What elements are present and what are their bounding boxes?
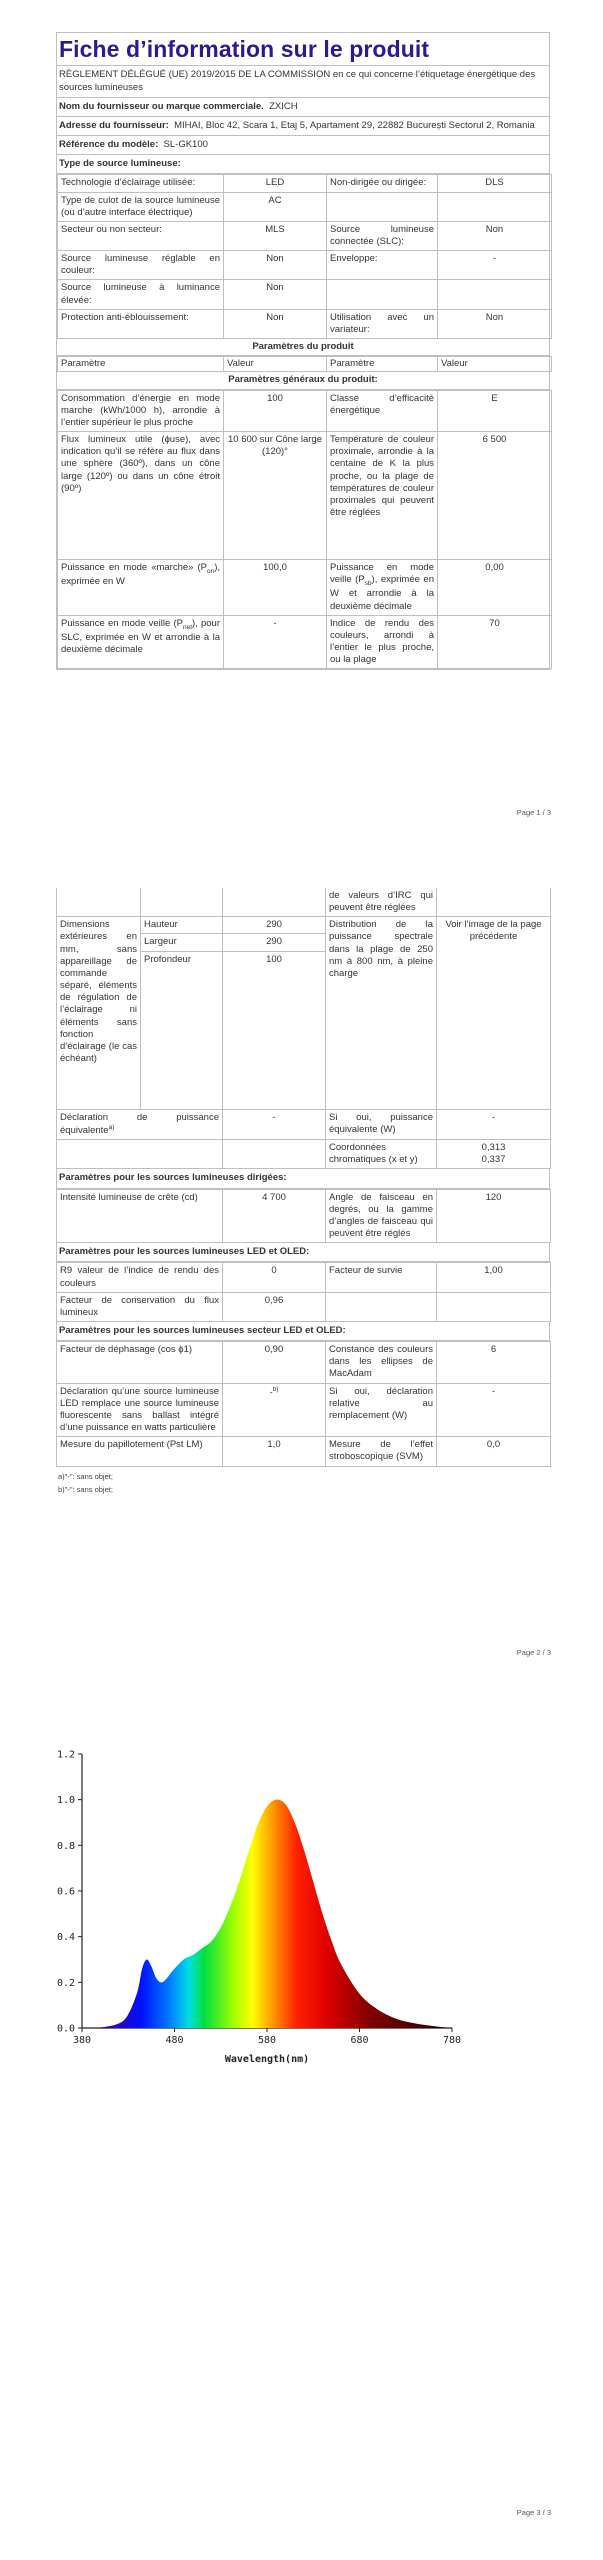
chroma-y-value: 0,337: [481, 1154, 506, 1166]
param-value: 0,00: [438, 560, 552, 616]
address-row: [57, 117, 549, 136]
param-value: 1,00: [437, 1263, 551, 1292]
param-value: LED: [224, 175, 327, 192]
chroma-x-value: 0,313: [481, 1142, 506, 1154]
footnote-a: a)"-": sans objet;: [58, 1471, 113, 1481]
param-label: Technologie d’éclairage utilisée:: [58, 175, 224, 192]
param-value: -: [437, 1383, 551, 1437]
param-value: Non: [438, 309, 552, 338]
empty-cell: [57, 888, 141, 917]
empty-cell: [326, 1292, 437, 1321]
regulation-text: RÈGLEMENT DÉLÉGUÉ (UE) 2019/2015 DE LA COMMISSION en ce qui concerne l’étiquetage énergétique des sources lumineuses: [57, 65, 549, 97]
param-label: Source lumineuse réglable en couleur:: [58, 251, 224, 280]
param-value: [223, 1383, 326, 1437]
table-row: [58, 432, 552, 560]
spectrum-area: [82, 1800, 452, 2028]
page-2: [0, 880, 603, 1657]
param-label: Classe d’efficacité énergétique: [327, 390, 438, 431]
param-label: Constance des couleurs dans les ellipses de MacAdam: [326, 1342, 437, 1383]
column-header: Paramètre: [327, 357, 438, 372]
table-row: [57, 1383, 551, 1437]
page-number: Page 2 / 3: [516, 1648, 551, 1657]
param-value: 0,90: [223, 1342, 326, 1383]
table-row: [58, 280, 552, 309]
param-value: Voir l’image de la page précédente: [437, 917, 551, 1109]
model-row: [57, 136, 549, 155]
param-value: 1,0: [223, 1437, 326, 1466]
mains-heading: Paramètres pour les sources lumineuses secteur LED et OLED:: [56, 1322, 550, 1341]
param-value: 6 500: [438, 432, 552, 560]
led-heading: Paramètres pour les sources lumineuses LED et OLED:: [56, 1243, 550, 1262]
param-label: Mesure de l’effet stroboscopique (SVM): [326, 1437, 437, 1466]
param-label: [57, 1109, 223, 1139]
dim-name: Largeur: [141, 934, 223, 951]
page-3: [0, 1700, 603, 2560]
param-label: Source lumineuse connectée (SLC):: [327, 221, 438, 250]
x-tick-label: 780: [442, 2035, 462, 2046]
dimensions-label: Dimensions extérieures en mm, sans appareillage de commande séparé, éléments de régulation de l’éclairage ni éléments sans fonction d’éclairage (le cas échéant): [57, 917, 141, 1109]
table-row: [58, 390, 552, 431]
param-value: -: [437, 1109, 551, 1139]
footnote-b: b)"-": sans objet;: [58, 1485, 113, 1495]
table-row: [57, 1189, 551, 1243]
dim-value: 290: [223, 917, 326, 934]
param-value: 0,96: [223, 1292, 326, 1321]
footnote-ref: b): [272, 1385, 279, 1393]
product-sheet: [56, 32, 550, 670]
param-label: Température de couleur proximale, arrondie à la centaine de K la plus proche, ou la plage de températures de couleur proximales qui peuvent être réglées: [327, 432, 438, 560]
param-label: Angle de faisceau en degrés, ou la gamme d’angles de faisceau qui peuvent être réglés: [326, 1189, 437, 1243]
dim-value: 290: [223, 934, 326, 951]
spectral-distribution-chart: [40, 1740, 480, 2070]
table-row: [58, 615, 552, 669]
param-value: 100: [224, 390, 327, 431]
param-value: 120: [437, 1189, 551, 1243]
param-value: E: [438, 390, 552, 431]
table-row: [57, 888, 551, 917]
param-label: Non-dirigée ou dirigée:: [327, 175, 438, 192]
empty-cell: [438, 192, 552, 221]
param-label: Type de culot de la source lumineuse (ou d’autre interface électrique): [58, 192, 224, 221]
model-value: SL-GK100: [163, 139, 208, 151]
empty-cell: [223, 888, 326, 917]
param-label: Secteur ou non secteur:: [58, 221, 224, 250]
param-label: Consommation d’énergie en mode marche (kWh/1000 h), arrondie à l’entier supérieur le plus proche: [58, 390, 224, 431]
product-params-heading: Paramètres du produit: [57, 339, 549, 356]
footnote-ref: a): [108, 1123, 115, 1131]
supplier-label: Nom du fournisseur ou marque commerciale.: [59, 100, 264, 112]
empty-cell: [327, 192, 438, 221]
param-label: Si oui, déclaration relative au remplacement (W): [326, 1383, 437, 1437]
table-row: [58, 175, 552, 192]
param-label-part: Puissance en mode veille (P: [330, 562, 434, 586]
param-label: [58, 560, 224, 616]
subscript: on: [206, 567, 215, 575]
param-value: 70: [438, 615, 552, 669]
x-tick-label: 480: [165, 2035, 184, 2046]
page-title: Fiche d’information sur le produit: [59, 36, 430, 62]
x-tick-label: 680: [350, 2035, 369, 2046]
empty-cell: [437, 888, 551, 917]
param-label: Mesure du papillotement (Pst LM): [57, 1437, 223, 1466]
column-header: Valeur: [224, 357, 327, 372]
source-type-heading: Type de source lumineuse:: [57, 155, 549, 174]
param-label: Protection anti-éblouissement:: [58, 309, 224, 338]
table-row: [57, 917, 551, 934]
param-label-part: ), pour SLC, exprimée en W et arrondie à la deuxième décimale: [61, 617, 220, 656]
table-row: [57, 1109, 551, 1139]
page-number: Page 1 / 3: [516, 808, 551, 817]
dimensions-table: [56, 888, 551, 1169]
param-label: Intensité lumineuse de crête (cd): [57, 1189, 223, 1243]
supplier-value: ZXICH: [269, 100, 298, 112]
param-label: Coordonnées chromatiques (x et y): [326, 1140, 437, 1169]
directional-heading: Paramètres pour les sources lumineuses dirigées:: [56, 1169, 550, 1188]
general-params-heading: Paramètres généraux du produit:: [57, 372, 549, 389]
y-tick-label: 0.2: [56, 1977, 75, 1989]
param-label: R9 valeur de l’indice de rendu des couleurs: [57, 1263, 223, 1292]
param-value: 6: [437, 1342, 551, 1383]
subscript: sb: [364, 580, 372, 588]
column-header-table: [57, 356, 552, 372]
param-label: Déclaration qu’une source lumineuse LED remplace une source lumineuse fluorescente sans ballast intégré d’une puissance en watts particulière: [57, 1383, 223, 1437]
product-sheet-continued: [56, 888, 550, 1496]
table-row: [58, 192, 552, 221]
empty-cell: [437, 1292, 551, 1321]
param-label-part: ), exprimée en W et arrondie à la deuxième décimale: [330, 574, 434, 612]
param-value: -: [438, 251, 552, 280]
param-label: Enveloppe:: [327, 251, 438, 280]
param-label: Facteur de conservation du flux lumineux: [57, 1292, 223, 1321]
param-value: DLS: [438, 175, 552, 192]
param-value: 0: [223, 1263, 326, 1292]
table-row: [57, 1437, 551, 1466]
column-header: Paramètre: [58, 357, 224, 372]
dim-name: Profondeur: [141, 951, 223, 1109]
table-row: [58, 560, 552, 616]
model-label: Référence du modèle:: [59, 139, 159, 151]
table-row: [58, 251, 552, 280]
mains-table: [56, 1341, 551, 1466]
y-tick-label: 0.0: [56, 2023, 75, 2035]
page-1: [0, 0, 603, 820]
empty-cell: [141, 888, 223, 917]
param-label: Si oui, puissance équivalente (W): [326, 1109, 437, 1139]
supplier-row: [57, 98, 549, 117]
empty-cell: [223, 1140, 326, 1169]
table-row: [57, 1263, 551, 1292]
column-header: Valeur: [438, 357, 552, 372]
param-label: Facteur de survie: [326, 1263, 437, 1292]
param-value: 0,0: [437, 1437, 551, 1466]
empty-cell: [438, 280, 552, 309]
table-row: [58, 221, 552, 250]
param-label-part: Déclaration de puissance équivalente: [60, 1111, 219, 1136]
param-value: -: [223, 1109, 326, 1139]
directional-table: [56, 1189, 551, 1244]
param-label: Indice de rendu des couleurs, arrondi à l’entier le plus proche, ou la plage: [327, 615, 438, 669]
dim-name: Hauteur: [141, 917, 223, 934]
param-label: Facteur de déphasage (cos ϕ1): [57, 1342, 223, 1383]
led-table: [56, 1262, 551, 1322]
x-tick-label: 580: [257, 2035, 277, 2046]
table-row: [57, 1342, 551, 1383]
x-tick-label: 380: [72, 2035, 92, 2046]
x-axis-label: Wavelength(nm): [224, 2054, 310, 2065]
param-label: [327, 560, 438, 616]
param-value: 10 600 sur Cône large (120)°: [224, 432, 327, 560]
param-value: [437, 1140, 551, 1169]
table-row: [58, 309, 552, 338]
param-value: -: [224, 615, 327, 669]
param-value: 100,0: [224, 560, 327, 616]
param-label: Utilisation avec un variateur:: [327, 309, 438, 338]
param-label-part: ), exprimée en W: [61, 562, 220, 588]
param-value-text: -: [269, 1386, 273, 1398]
y-tick-label: 1.2: [56, 1749, 75, 1761]
y-tick-label: 0.4: [56, 1932, 75, 1944]
source-type-table: [57, 174, 552, 339]
param-label: de valeurs d’IRC qui peuvent être réglées: [326, 888, 437, 917]
dim-value: 100: [223, 951, 326, 1109]
param-value: Non: [224, 309, 327, 338]
table-row: [57, 1140, 551, 1169]
param-label: Distribution de la puissance spectrale dans la plage de 250 nm à 800 nm, à pleine charge: [326, 917, 437, 1109]
empty-cell: [327, 280, 438, 309]
y-tick-label: 1.0: [56, 1795, 75, 1807]
header-row: [58, 357, 552, 372]
y-tick-label: 0.6: [56, 1886, 75, 1898]
address-value: MIHAI, Bloc 42, Scara 1, Etaj 5, Apartament 29, 22882 București Sectorul 2, Romania: [174, 119, 535, 131]
param-label-part: Puissance en mode veille (P: [61, 617, 183, 629]
param-label-part: Puissance en mode «marche» (P: [61, 562, 207, 574]
y-tick-label: 0.8: [56, 1840, 75, 1852]
subscript: net: [182, 623, 193, 631]
param-value: Non: [224, 251, 327, 280]
table-row: [57, 1292, 551, 1321]
param-label: Source lumineuse à luminance élevée:: [58, 280, 224, 309]
param-value: AC: [224, 192, 327, 221]
param-value: 4 700: [223, 1189, 326, 1243]
param-value: Non: [224, 280, 327, 309]
param-label: [58, 615, 224, 669]
page-number: Page 3 / 3: [516, 2508, 551, 2517]
address-label: Adresse du fournisseur:: [59, 119, 169, 131]
general-params-table: [57, 390, 552, 670]
param-label: Flux lumineux utile (ɸuse), avec indication qu’il se réfère au flux dans une sphère (360º), dans un cône large (120º) ou dans un cône étroit (90º): [58, 432, 224, 560]
empty-cell: [57, 1140, 223, 1169]
param-value: Non: [438, 221, 552, 250]
param-value: MLS: [224, 221, 327, 250]
